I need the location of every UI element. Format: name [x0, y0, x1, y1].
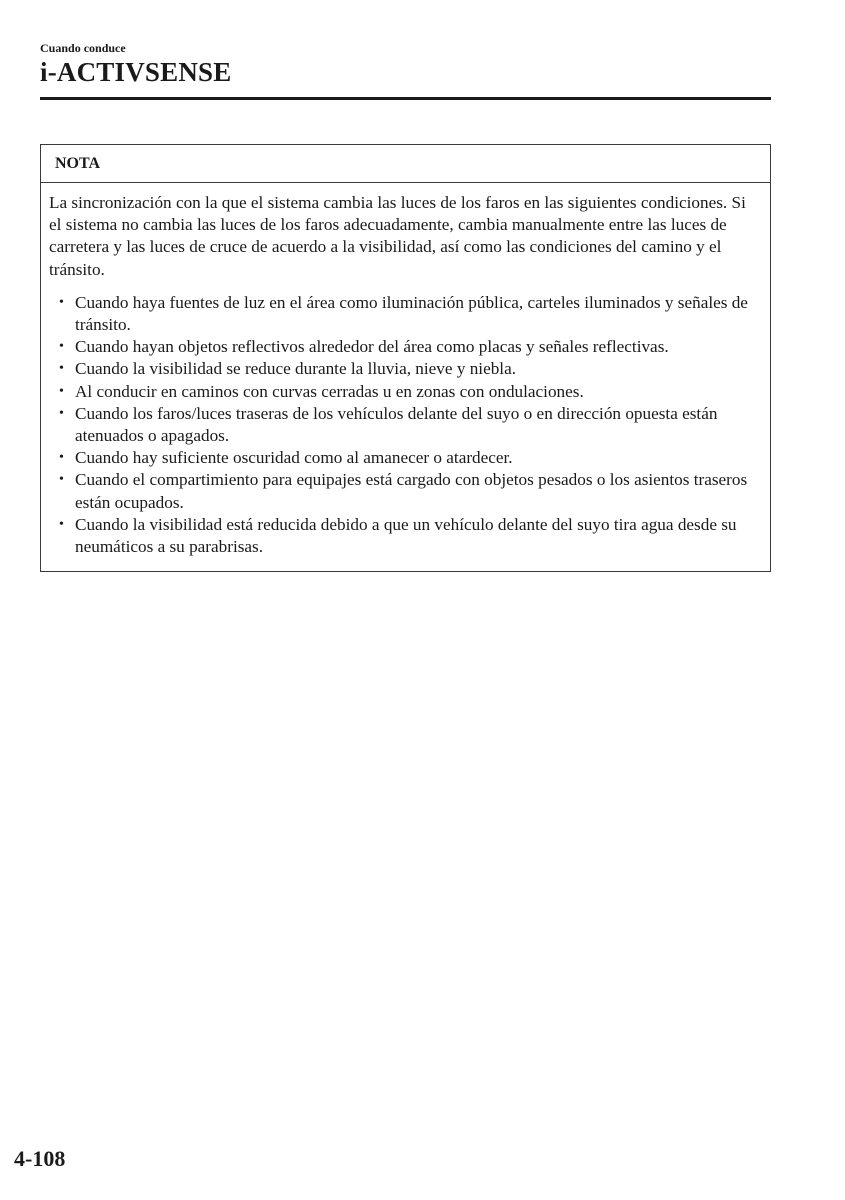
list-item	[49, 447, 760, 469]
bullet-icon: •	[59, 405, 64, 421]
list-item-text: Cuando hay suficiente oscuridad como al amanecer o atardecer.	[75, 448, 513, 468]
list-item-text: Cuando la visibilidad se reduce durante la lluvia, nieve y niebla.	[75, 359, 517, 379]
list-item-text: Cuando el compartimiento para equipajes está cargado con objetos pesados o los asientos traseros están ocupados.	[75, 470, 748, 512]
bullet-icon: •	[59, 339, 64, 355]
bullet-icon: •	[59, 361, 64, 377]
list-item-text: Cuando los faros/luces traseras de los vehículos delante del suyo o en dirección opuesta están atenuados o apagados.	[75, 403, 718, 446]
note-body	[41, 183, 770, 571]
list-item	[49, 336, 760, 358]
note-heading: NOTA	[41, 145, 770, 183]
bullet-icon: •	[59, 472, 64, 488]
page-title: i-ACTIVSENSE	[40, 57, 232, 87]
list-item	[49, 358, 760, 380]
note-bullet-list	[49, 292, 760, 558]
bullet-icon: •	[59, 516, 64, 532]
list-item-text: Al conducir en caminos con curvas cerradas u en zonas con ondulaciones.	[75, 381, 584, 401]
list-item	[49, 381, 760, 403]
list-item-text: Cuando haya fuentes de luz en el área como iluminación pública, carteles iluminados y señales de tránsito.	[75, 292, 748, 335]
bullet-icon: •	[59, 450, 64, 466]
list-item	[49, 403, 760, 447]
section-label: Cuando conduce	[40, 41, 126, 55]
bullet-icon: •	[59, 294, 64, 310]
note-box	[40, 144, 771, 572]
bullet-icon: •	[59, 383, 64, 399]
list-item	[49, 514, 760, 558]
page-number: 4-108	[14, 1146, 66, 1171]
title-divider	[40, 97, 771, 100]
list-item	[49, 292, 760, 336]
note-intro-paragraph: La sincronización con la que el sistema cambia las luces de los faros en las siguientes condiciones. Si el sistema no cambia las luces de los faros adecuadamente, cambia manualmente entre las luces de carretera y las luces de cruce de acuerdo a la visibilidad, así como las condiciones del camino y el tránsito.	[49, 193, 746, 279]
list-item-text: Cuando hayan objetos reflectivos alrededor del área como placas y señales reflectivas.	[75, 337, 669, 357]
list-item-text: Cuando la visibilidad está reducida debido a que un vehículo delante del suyo tira agua desde su neumáticos a su parabrisas.	[75, 514, 737, 557]
list-item	[49, 469, 760, 513]
